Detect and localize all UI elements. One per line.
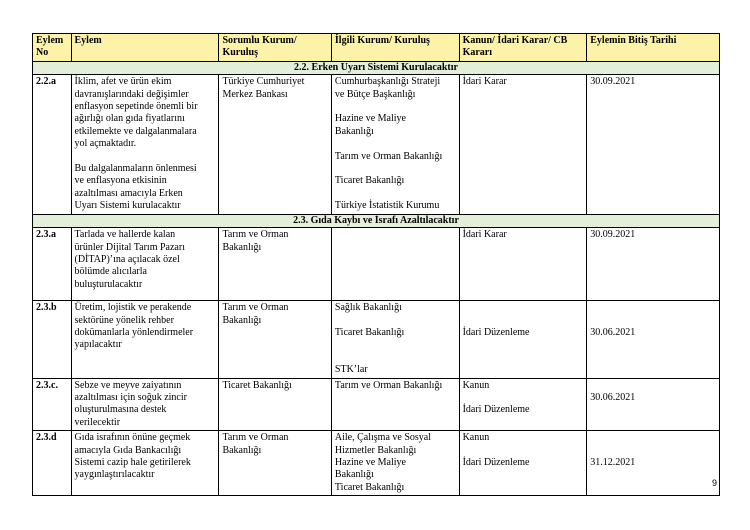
action-text: Gıda israfının önüne geçmek amacıyla Gıda Bankacılığı Sistemi cazip hale getirilerek yaygınlaştırılacaktır <box>71 431 219 496</box>
table-row <box>33 378 720 431</box>
end-date: 30.09.2021 <box>587 75 720 214</box>
action-no: 2.2.a <box>33 75 72 214</box>
legal-basis: İdari Düzenleme <box>459 301 587 378</box>
section-title: 2.2. Erken Uyarı Sistemi Kurulacaktır <box>33 61 720 74</box>
responsible-org: Tarım ve Orman Bakanlığı <box>219 431 331 496</box>
header-ilgili: İlgili Kurum/ Kuruluş <box>331 34 459 62</box>
action-text: İklim, afet ve ürün ekim davranışlarındaki değişimler enflasyon sepetinde önemli bir ağırlığı olan gıda fiyatlarını etkilemekte ve dalgalanmalara yol açmaktadır. Bu dalgalanmaların önlenmesi ve enflasyona etkisinin azaltılması amacıyla Erken Uyarı Sistemi kurulacaktır <box>71 75 219 214</box>
responsible-org: Tarım ve Orman Bakanlığı <box>219 301 331 378</box>
section-row <box>33 61 720 74</box>
table-row <box>33 75 720 214</box>
section-row <box>33 214 720 227</box>
related-orgs: Cumhurbaşkanlığı Strateji ve Bütçe Başkanlığı Hazine ve Maliye Bakanlığı Tarım ve Orman Bakanlığı Ticaret Bakanlığı Türkiye İstatistik Kurumu <box>331 75 459 214</box>
end-date: 30.06.2021 <box>587 301 720 378</box>
action-text: Sebze ve meyve zaiyatının azaltılması için soğuk zincir oluşturulmasına destek verilecektir <box>71 378 219 431</box>
table-row <box>33 431 720 496</box>
legal-basis: İdari Karar <box>459 75 587 214</box>
action-text: Üretim, lojistik ve perakende sektörüne yönelik rehber dokümanlarla yönlendirmeler yapılacaktır <box>71 301 219 378</box>
action-plan-table <box>32 33 720 496</box>
action-no: 2.3.d <box>33 431 72 496</box>
legal-basis: İdari Karar <box>459 228 587 301</box>
header-sorumlu: Sorumlu Kurum/ Kuruluş <box>219 34 331 62</box>
action-no: 2.3.b <box>33 301 72 378</box>
header-row <box>33 34 720 62</box>
action-no: 2.3.c. <box>33 378 72 431</box>
page-number: 9 <box>712 478 718 488</box>
responsible-org: Türkiye Cumhuriyet Merkez Bankası <box>219 75 331 214</box>
responsible-org: Ticaret Bakanlığı <box>219 378 331 431</box>
related-orgs: Aile, Çalışma ve Sosyal Hizmetler Bakanlığı Hazine ve Maliye Bakanlığı Ticaret Bakanlığı <box>331 431 459 496</box>
action-text: Tarlada ve hallerde kalan ürünler Dijital Tarım Pazarı (DİTAP)’ına açılacak özel bölümde alıcılarla buluşturulacaktır <box>71 228 219 301</box>
related-orgs <box>331 228 459 301</box>
legal-basis: Kanun İdari Düzenleme <box>459 378 587 431</box>
related-orgs: Sağlık Bakanlığı Ticaret Bakanlığı STK’lar <box>331 301 459 378</box>
end-date: 31.12.2021 <box>587 431 720 496</box>
related-orgs: Tarım ve Orman Bakanlığı <box>331 378 459 431</box>
action-no: 2.3.a <box>33 228 72 301</box>
legal-basis: Kanun İdari Düzenleme <box>459 431 587 496</box>
table-row <box>33 228 720 301</box>
table-row <box>33 301 720 378</box>
header-bitis: Eylemin Bitiş Tarihi <box>587 34 720 62</box>
header-no: Eylem No <box>33 34 72 62</box>
header-kanun: Kanun/ İdari Karar/ CB Kararı <box>459 34 587 62</box>
responsible-org: Tarım ve Orman Bakanlığı <box>219 228 331 301</box>
end-date: 30.06.2021 <box>587 378 720 431</box>
header-eylem: Eylem <box>71 34 219 62</box>
end-date: 30.09.2021 <box>587 228 720 301</box>
section-title: 2.3. Gıda Kaybı ve İsrafı Azaltılacaktır <box>33 214 720 227</box>
